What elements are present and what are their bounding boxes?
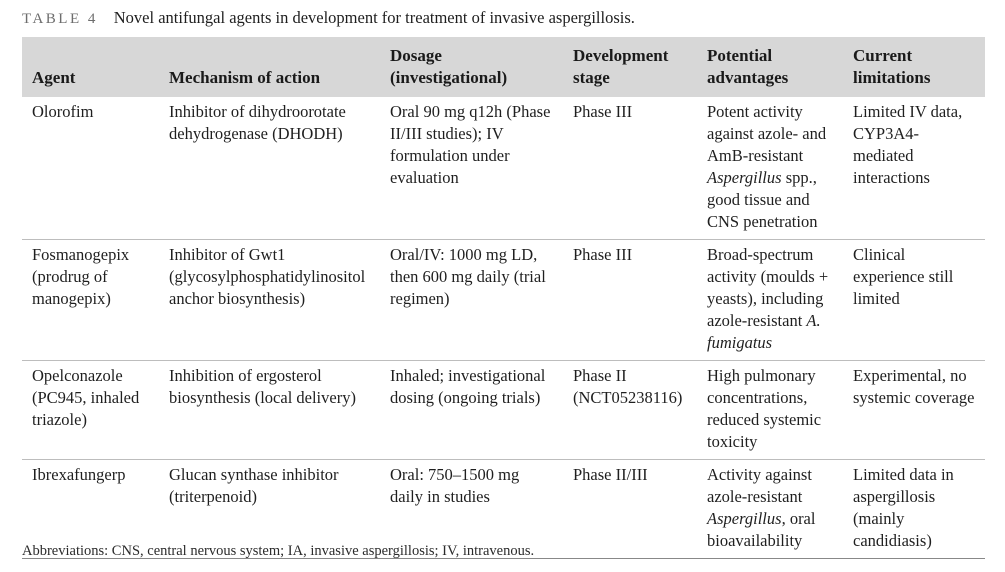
cell-mechanism: Inhibitor of Gwt1 (glycosylphosphatidylinositol anchor biosynthesis) — [159, 240, 380, 361]
table-body — [22, 97, 985, 559]
cell-mechanism: Glucan synthase inhibitor (triterpenoid) — [159, 460, 380, 559]
cell-advantages — [697, 240, 843, 361]
table-row — [22, 240, 985, 361]
cell-agent: Ibrexafungerp — [22, 460, 159, 559]
header-dosage: Dosage (investigational) — [380, 37, 563, 97]
advantages-italic-text: Aspergillus — [707, 509, 782, 528]
header-limitations: Current limitations — [843, 37, 985, 97]
cell-mechanism: Inhibitor of dihydroorotate dehydrogenase (DHODH) — [159, 97, 380, 240]
cell-agent: Fosmanogepix (prodrug of manogepix) — [22, 240, 159, 361]
advantages-italic-text: Aspergillus — [707, 168, 782, 187]
header-mechanism: Mechanism of action — [159, 37, 380, 97]
advantages-text: High pulmonary concentrations, reduced systemic toxicity — [707, 366, 822, 451]
advantages-italic-text: A. fumigatus — [707, 311, 821, 352]
cell-stage: Phase III — [563, 240, 697, 361]
cell-limitations: Clinical experience still limited — [843, 240, 985, 361]
cell-dosage: Oral/IV: 1000 mg LD, then 600 mg daily (trial regimen) — [380, 240, 563, 361]
cell-dosage: Inhaled; investigational dosing (ongoing trials) — [380, 361, 563, 460]
abbreviations-footnote: Abbreviations: CNS, central nervous system; IA, invasive aspergillosis; IV, intravenous. — [22, 543, 535, 559]
table-number-label: TABLE 4 — [22, 11, 98, 27]
advantages-text-end: spp., good tissue and CNS penetration — [707, 168, 818, 231]
cell-stage: Phase II (NCT05238116) — [563, 361, 697, 460]
header-advantages: Potential advantages — [697, 37, 843, 97]
header-row — [22, 37, 985, 97]
cell-advantages — [697, 460, 843, 559]
cell-limitations: Experimental, no systemic coverage — [843, 361, 985, 460]
cell-dosage: Oral: 750–1500 mg daily in studies — [380, 460, 563, 559]
table-row — [22, 361, 985, 460]
cell-mechanism: Inhibition of ergosterol biosynthesis (local delivery) — [159, 361, 380, 460]
cell-stage: Phase II/III — [563, 460, 697, 559]
cell-limitations: Limited data in aspergillosis (mainly candidiasis) — [843, 460, 985, 559]
cell-dosage: Oral 90 mg q12h (Phase II/III studies); IV formulation under evaluation — [380, 97, 563, 240]
table-header — [22, 37, 985, 97]
advantages-text: Potent activity against azole- and AmB-resistant — [707, 102, 827, 165]
advantages-text: Activity against azole-resistant — [707, 465, 812, 506]
advantages-text: Broad-spectrum activity (moulds + yeasts), including azole-resistant — [707, 245, 829, 330]
table-row — [22, 97, 985, 240]
cell-advantages — [697, 361, 843, 460]
table-title: Novel antifungal agents in development for treatment of invasive aspergillosis. — [113, 8, 635, 27]
cell-limitations: Limited IV data, CYP3A4-mediated interactions — [843, 97, 985, 240]
cell-agent: Opelconazole (PC945, inhaled triazole) — [22, 361, 159, 460]
cell-agent: Olorofim — [22, 97, 159, 240]
advantages-text-end: , oral bioavailability — [707, 509, 816, 550]
table-caption — [22, 8, 635, 28]
antifungal-agents-table — [22, 37, 985, 559]
data-table-container — [22, 37, 985, 559]
header-stage: Development stage — [563, 37, 697, 97]
header-agent: Agent — [22, 37, 159, 97]
cell-advantages — [697, 97, 843, 240]
cell-stage: Phase III — [563, 97, 697, 240]
